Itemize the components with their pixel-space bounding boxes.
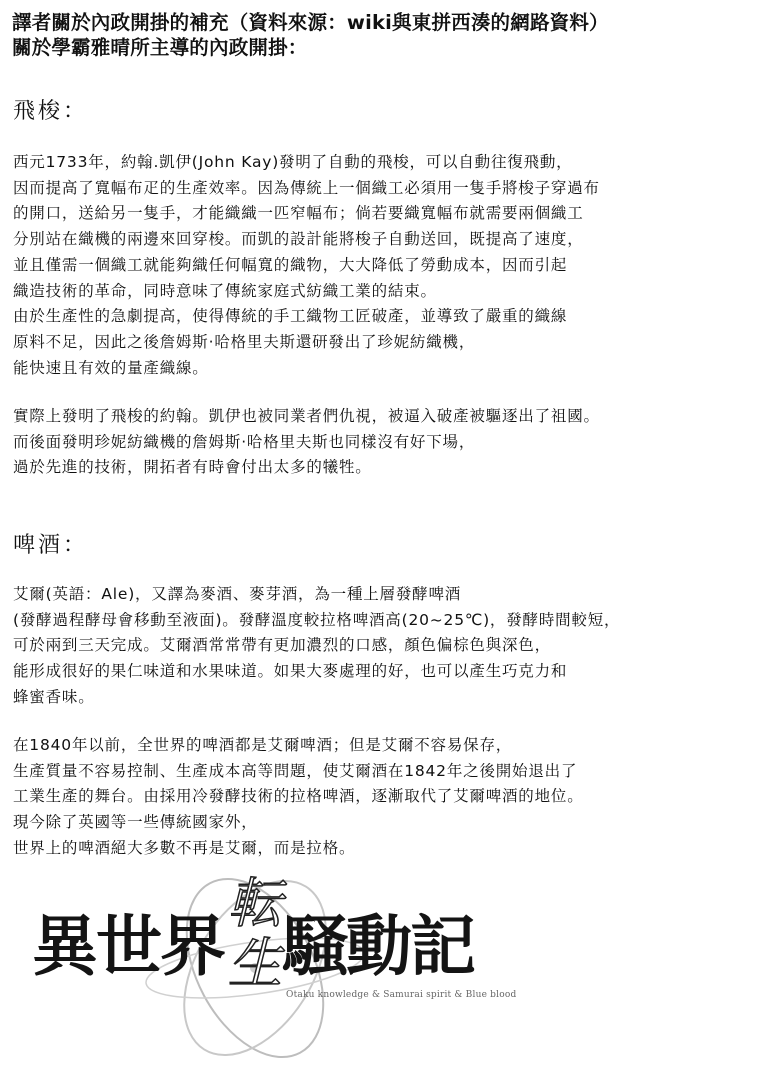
text-line: 在1840年以前，全世界的啤酒都是艾爾啤酒；但是艾爾不容易保存， <box>13 736 513 754</box>
text-line: 可於兩到三天完成。艾爾酒常常帶有更加濃烈的口感，顏色偏棕色與深色， <box>13 636 551 655</box>
header-line-2: 關於學霸雅晴所主導的內政開掛： <box>12 36 308 59</box>
text-line: 因而提高了寬幅布疋的生產效率。因為傳統上一個織工必須用一隻手將梭子穿過布 <box>13 178 600 197</box>
flying-shuttle-paragraph-1 <box>13 150 753 381</box>
text-line: 而後面發明珍妮紡織機的詹姆斯·哈格里夫斯也同樣沒有好下場， <box>13 432 476 451</box>
text-line: 蜂蜜香味。 <box>13 687 95 706</box>
beer-paragraph-1 <box>13 582 753 711</box>
text-line: 工業生產的舞台。由採用冷發酵技術的拉格啤酒，逐漸取代了艾爾啤酒的地位。 <box>13 787 584 806</box>
text-line: 原料不足，因此之後詹姆斯·哈格里夫斯還研發出了珍妮紡織機， <box>13 332 476 351</box>
text-line: 過於先進的技術，開拓者有時會付出太多的犧牲。 <box>13 458 372 477</box>
text-line: 能形成很好的果仁味道和水果味道。如果大麥處理的好，也可以產生巧克力和 <box>13 662 568 681</box>
text-line: 的開口，送給另一隻手，才能織織一匹窄幅布；倘若要織寬幅布就需要兩個織工 <box>13 204 584 223</box>
text-line: 並且僅需一個織工就能夠織任何幅寬的織物，大大降低了勞動成本，因而引起 <box>13 255 568 274</box>
text-line: 艾爾(英語：Ale)，又譯為麥酒、麥芽酒，為一種上層發酵啤酒 <box>13 585 462 603</box>
header-line-1: 譯者關於內政開掛的補充（資料來源：wiki與東拼西湊的網路資料） <box>12 11 609 34</box>
text-line: 織造技術的革命，同時意味了傳統家庭式紡織工業的結束。 <box>13 281 437 300</box>
page-header <box>12 10 747 60</box>
series-logo <box>20 868 540 1068</box>
logo-title-right: 騒動記 <box>282 908 474 985</box>
text-line: 分別站在織機的兩邊來回穿梭。而凱的設計能將梭子自動送回，既提高了速度， <box>13 230 584 249</box>
text-line: 西元1733年，約翰.凱伊(John Kay)發明了自動的飛梭，可以自動往復飛動， <box>13 153 573 171</box>
logo-subtitle: Otaku knowledge & Samurai spirit & Blue blood <box>286 990 517 1000</box>
logo-tensei-mark: 転 生 <box>228 872 282 995</box>
section-title-beer: 啤酒： <box>13 533 89 558</box>
text-line: 現今除了英國等一些傳統國家外， <box>13 813 258 832</box>
text-line: 實際上發明了飛梭的約翰。凱伊也被同業者們仇視，被逼入破產被驅逐出了祖國。 <box>13 407 600 425</box>
section-title-flying-shuttle: 飛梭： <box>13 99 89 124</box>
text-line: 能快速且有效的量產織線。 <box>13 358 209 377</box>
flying-shuttle-paragraph-2 <box>13 404 753 481</box>
beer-paragraph-2 <box>13 733 753 862</box>
logo-title-left: 異世界 <box>32 908 224 985</box>
text-line: (發酵過程酵母會移動至液面)。發酵溫度較拉格啤酒高(20~25℃)，發酵時間較短， <box>13 610 621 629</box>
text-line: 由於生產性的急劇提高，使得傳統的手工織物工匠破產，並導致了嚴重的織線 <box>13 307 568 326</box>
text-line: 生產質量不容易控制、生產成本高等問題，使艾爾酒在1842年之後開始退出了 <box>13 761 578 780</box>
text-line: 世界上的啤酒絕大多數不再是艾爾，而是拉格。 <box>13 838 356 857</box>
